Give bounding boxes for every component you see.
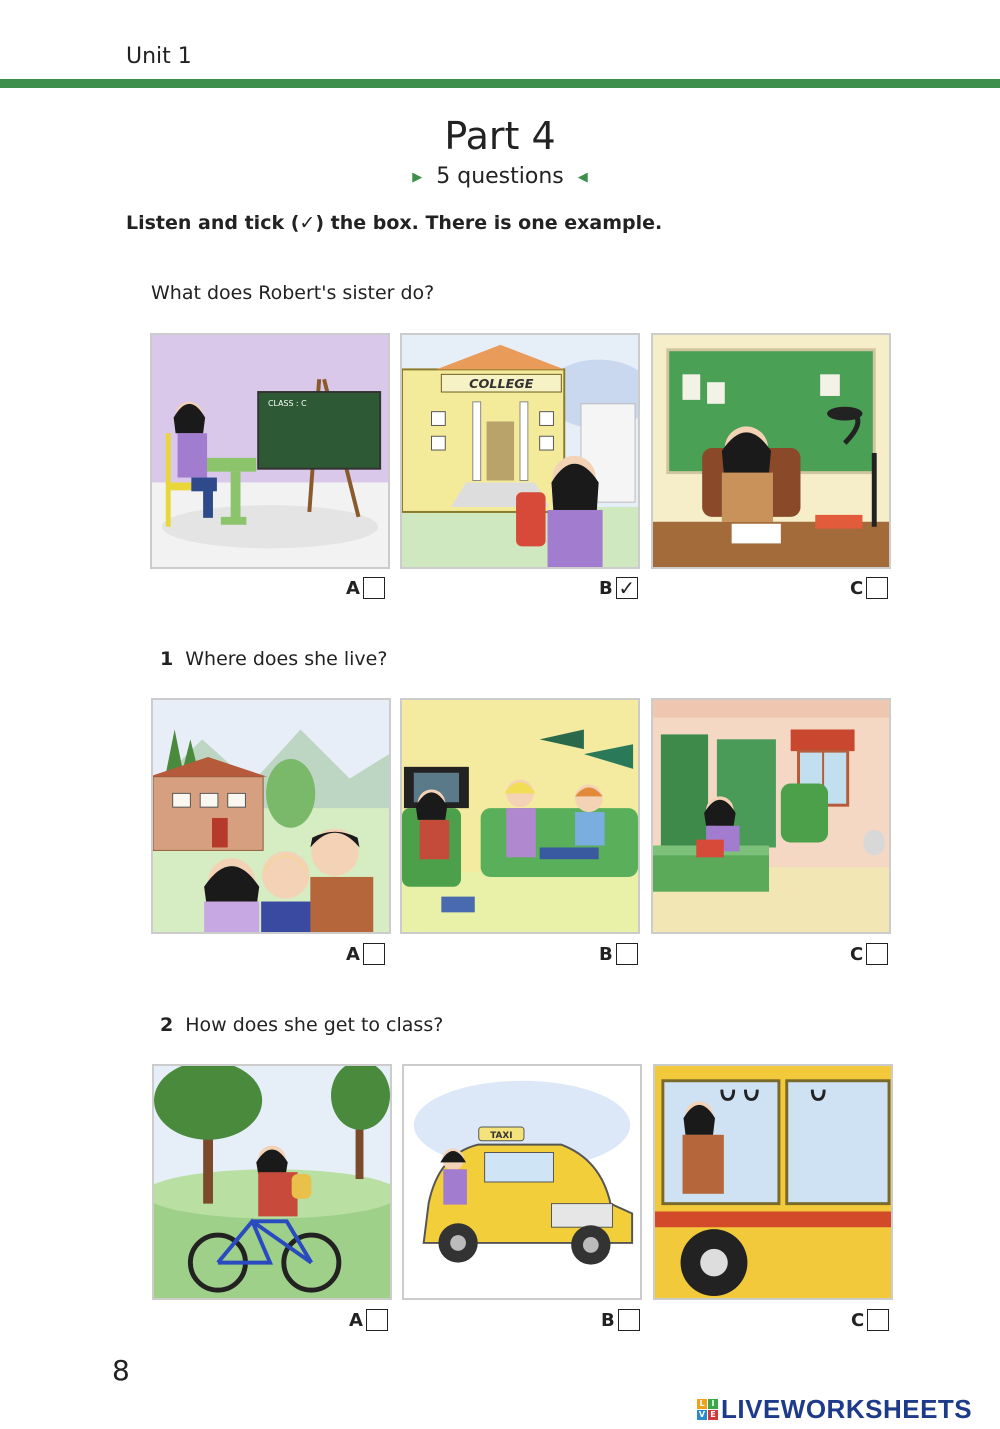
taxi-sign: TAXI — [490, 1130, 513, 1141]
picture-q2-a — [152, 1064, 392, 1300]
option-q2-c[interactable]: C — [851, 1308, 889, 1332]
question-2 — [160, 1014, 443, 1036]
header-divider — [0, 79, 1000, 88]
picture-example-b — [400, 333, 640, 569]
question-1 — [160, 648, 387, 670]
question-text: What does Robert's sister do? — [151, 282, 435, 304]
picture-q1-a — [151, 698, 391, 934]
picture-q2-c — [653, 1064, 893, 1300]
questions-count: 5 questions — [436, 164, 564, 189]
arrow-right-icon: ▶ — [412, 169, 423, 185]
question-number: 1 — [160, 648, 174, 670]
arrow-left-icon: ◀ — [577, 169, 588, 185]
option-example-c[interactable]: C — [850, 576, 888, 600]
option-q1-b[interactable]: B — [599, 942, 638, 966]
tick-box[interactable] — [363, 577, 385, 599]
option-example-b[interactable]: B ✓ — [599, 576, 638, 600]
picture-example-c — [651, 333, 891, 569]
question-text: How does she get to class? — [185, 1014, 444, 1036]
option-q1-c[interactable]: C — [850, 942, 888, 966]
liveworksheets-logo[interactable] — [697, 1394, 972, 1425]
option-q1-a[interactable]: A — [346, 942, 385, 966]
tick-box[interactable] — [866, 943, 888, 965]
tick-box[interactable] — [618, 1309, 640, 1331]
picture-q1-b — [400, 698, 640, 934]
picture-q2-b — [402, 1064, 642, 1300]
option-q2-b[interactable]: B — [601, 1308, 640, 1332]
college-sign: COLLEGE — [469, 377, 534, 393]
part-subtitle — [0, 164, 1000, 189]
svg-text:CLASS : C: CLASS : C — [268, 398, 307, 408]
question-example — [151, 282, 434, 304]
picture-q1-c — [651, 698, 891, 934]
instruction-text: Listen and tick (✓) the box. There is one example. — [126, 212, 663, 234]
tick-box-checked[interactable]: ✓ — [616, 577, 638, 599]
page-number: 8 — [112, 1354, 130, 1387]
question-text: Where does she live? — [185, 648, 388, 670]
logo-mark-icon: L I V E — [697, 1399, 718, 1420]
picture-example-a — [150, 333, 390, 569]
unit-label: Unit 1 — [126, 44, 192, 69]
tick-box[interactable] — [616, 943, 638, 965]
tick-box[interactable] — [366, 1309, 388, 1331]
tick-box[interactable] — [866, 577, 888, 599]
logo-text: LIVEWORKSHEETS — [721, 1394, 973, 1424]
option-example-a[interactable]: A — [346, 576, 385, 600]
question-number: 2 — [160, 1014, 174, 1036]
option-q2-a[interactable]: A — [349, 1308, 388, 1332]
tick-box[interactable] — [867, 1309, 889, 1331]
part-title: Part 4 — [444, 114, 556, 158]
tick-box[interactable] — [363, 943, 385, 965]
